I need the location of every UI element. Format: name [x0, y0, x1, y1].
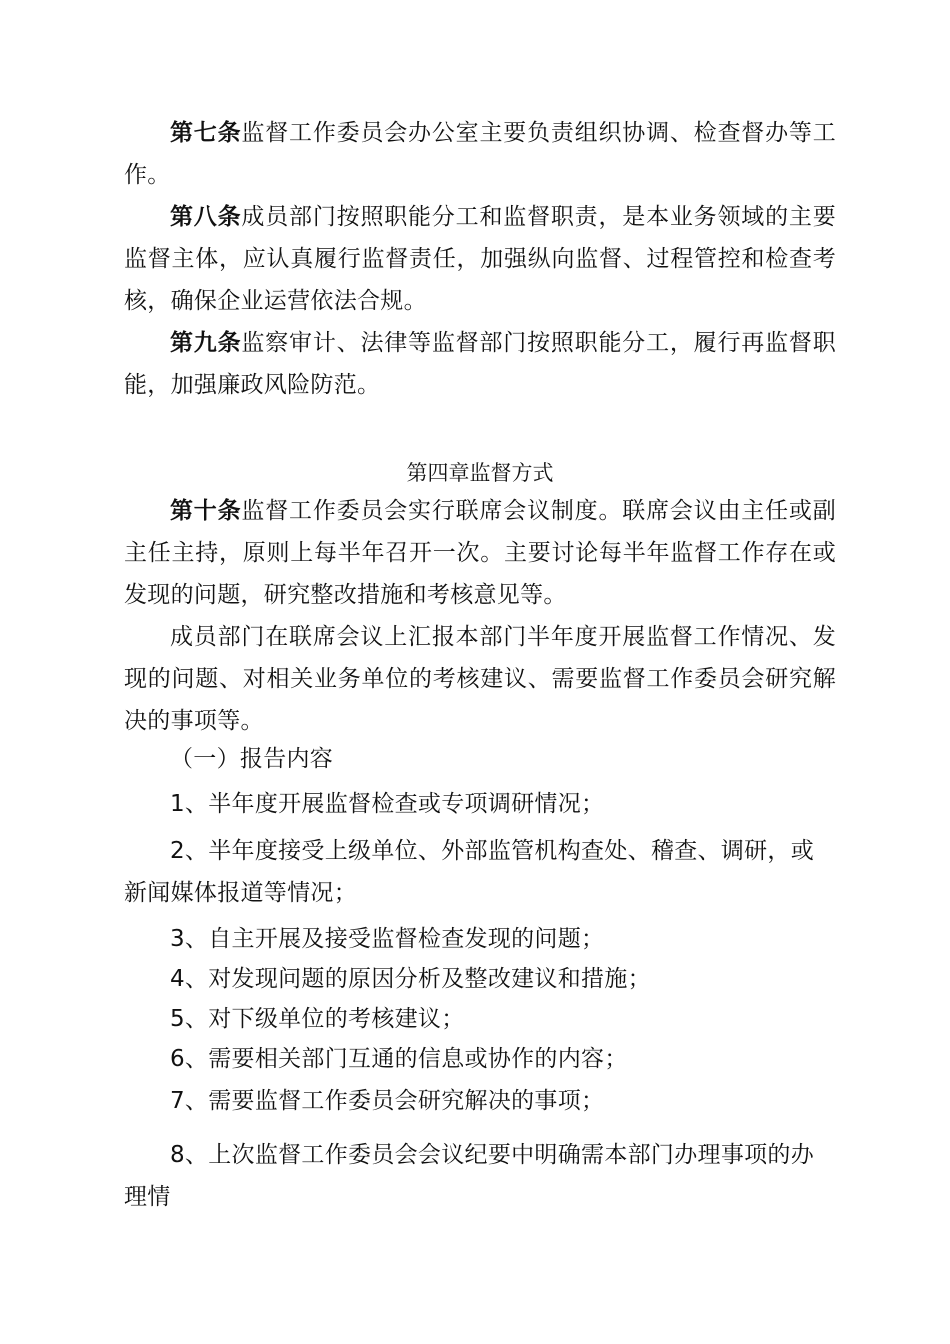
article-10-paragraph: [124, 490, 836, 616]
report-item-6: 6、需要相关部门互通的信息或协作的内容；: [170, 1046, 628, 1072]
member-report-paragraph: 成员部门在联席会议上汇报本部门半年度开展监督工作情况、发现的问题、对相关业务单位的考核建议、需要监督工作委员会研究解决的事项等。: [124, 624, 836, 734]
article-10-label: 第十条: [170, 498, 242, 524]
report-item-3: 3、自主开展及接受监督检查发现的问题；: [170, 926, 605, 952]
report-item-1: 1、半年度开展监督检查或专项调研情况；: [170, 791, 605, 817]
article-7-label: 第七条: [170, 120, 242, 146]
article-8-paragraph: [124, 196, 836, 322]
article-7-text: 监督工作委员会办公室主要负责组织协调、检查督办等工作。: [124, 120, 837, 188]
article-8-label: 第八条: [170, 204, 242, 230]
report-item-5: 5、对下级单位的考核建议；: [170, 1006, 465, 1032]
article-9-paragraph: [124, 322, 836, 406]
article-7-paragraph: [124, 112, 836, 196]
report-item-8: 8、上次监督工作委员会会议纪要中明确需本部门办理事项的办理情: [124, 1142, 815, 1210]
report-item-7: 7、需要监督工作委员会研究解决的事项；: [170, 1088, 605, 1114]
chapter-4-heading: 第四章监督方式: [406, 461, 554, 485]
report-item-2: 2、半年度接受上级单位、外部监管机构查处、稽查、调研，或新闻媒体报道等情况；: [124, 838, 815, 906]
report-item-4: 4、对发现问题的原因分析及整改建议和措施；: [170, 966, 651, 992]
article-9-text: 监察审计、法律等监督部门按照职能分工，履行再监督职能，加强廉政风险防范。: [124, 330, 837, 398]
article-10-text: 监督工作委员会实行联席会议制度。联席会议由主任或副主任主持，原则上每半年召开一次。主要讨论每半年监督工作存在或发现的问题，研究整改措施和考核意见等。: [124, 498, 837, 608]
report-content-heading: （一）报告内容: [170, 746, 334, 772]
article-8-text: 成员部门按照职能分工和监督职责，是本业务领域的主要监督主体，应认真履行监督责任，加强纵向监督、过程管控和检查考核，确保企业运营依法合规。: [124, 204, 837, 314]
article-9-label: 第九条: [170, 330, 242, 356]
